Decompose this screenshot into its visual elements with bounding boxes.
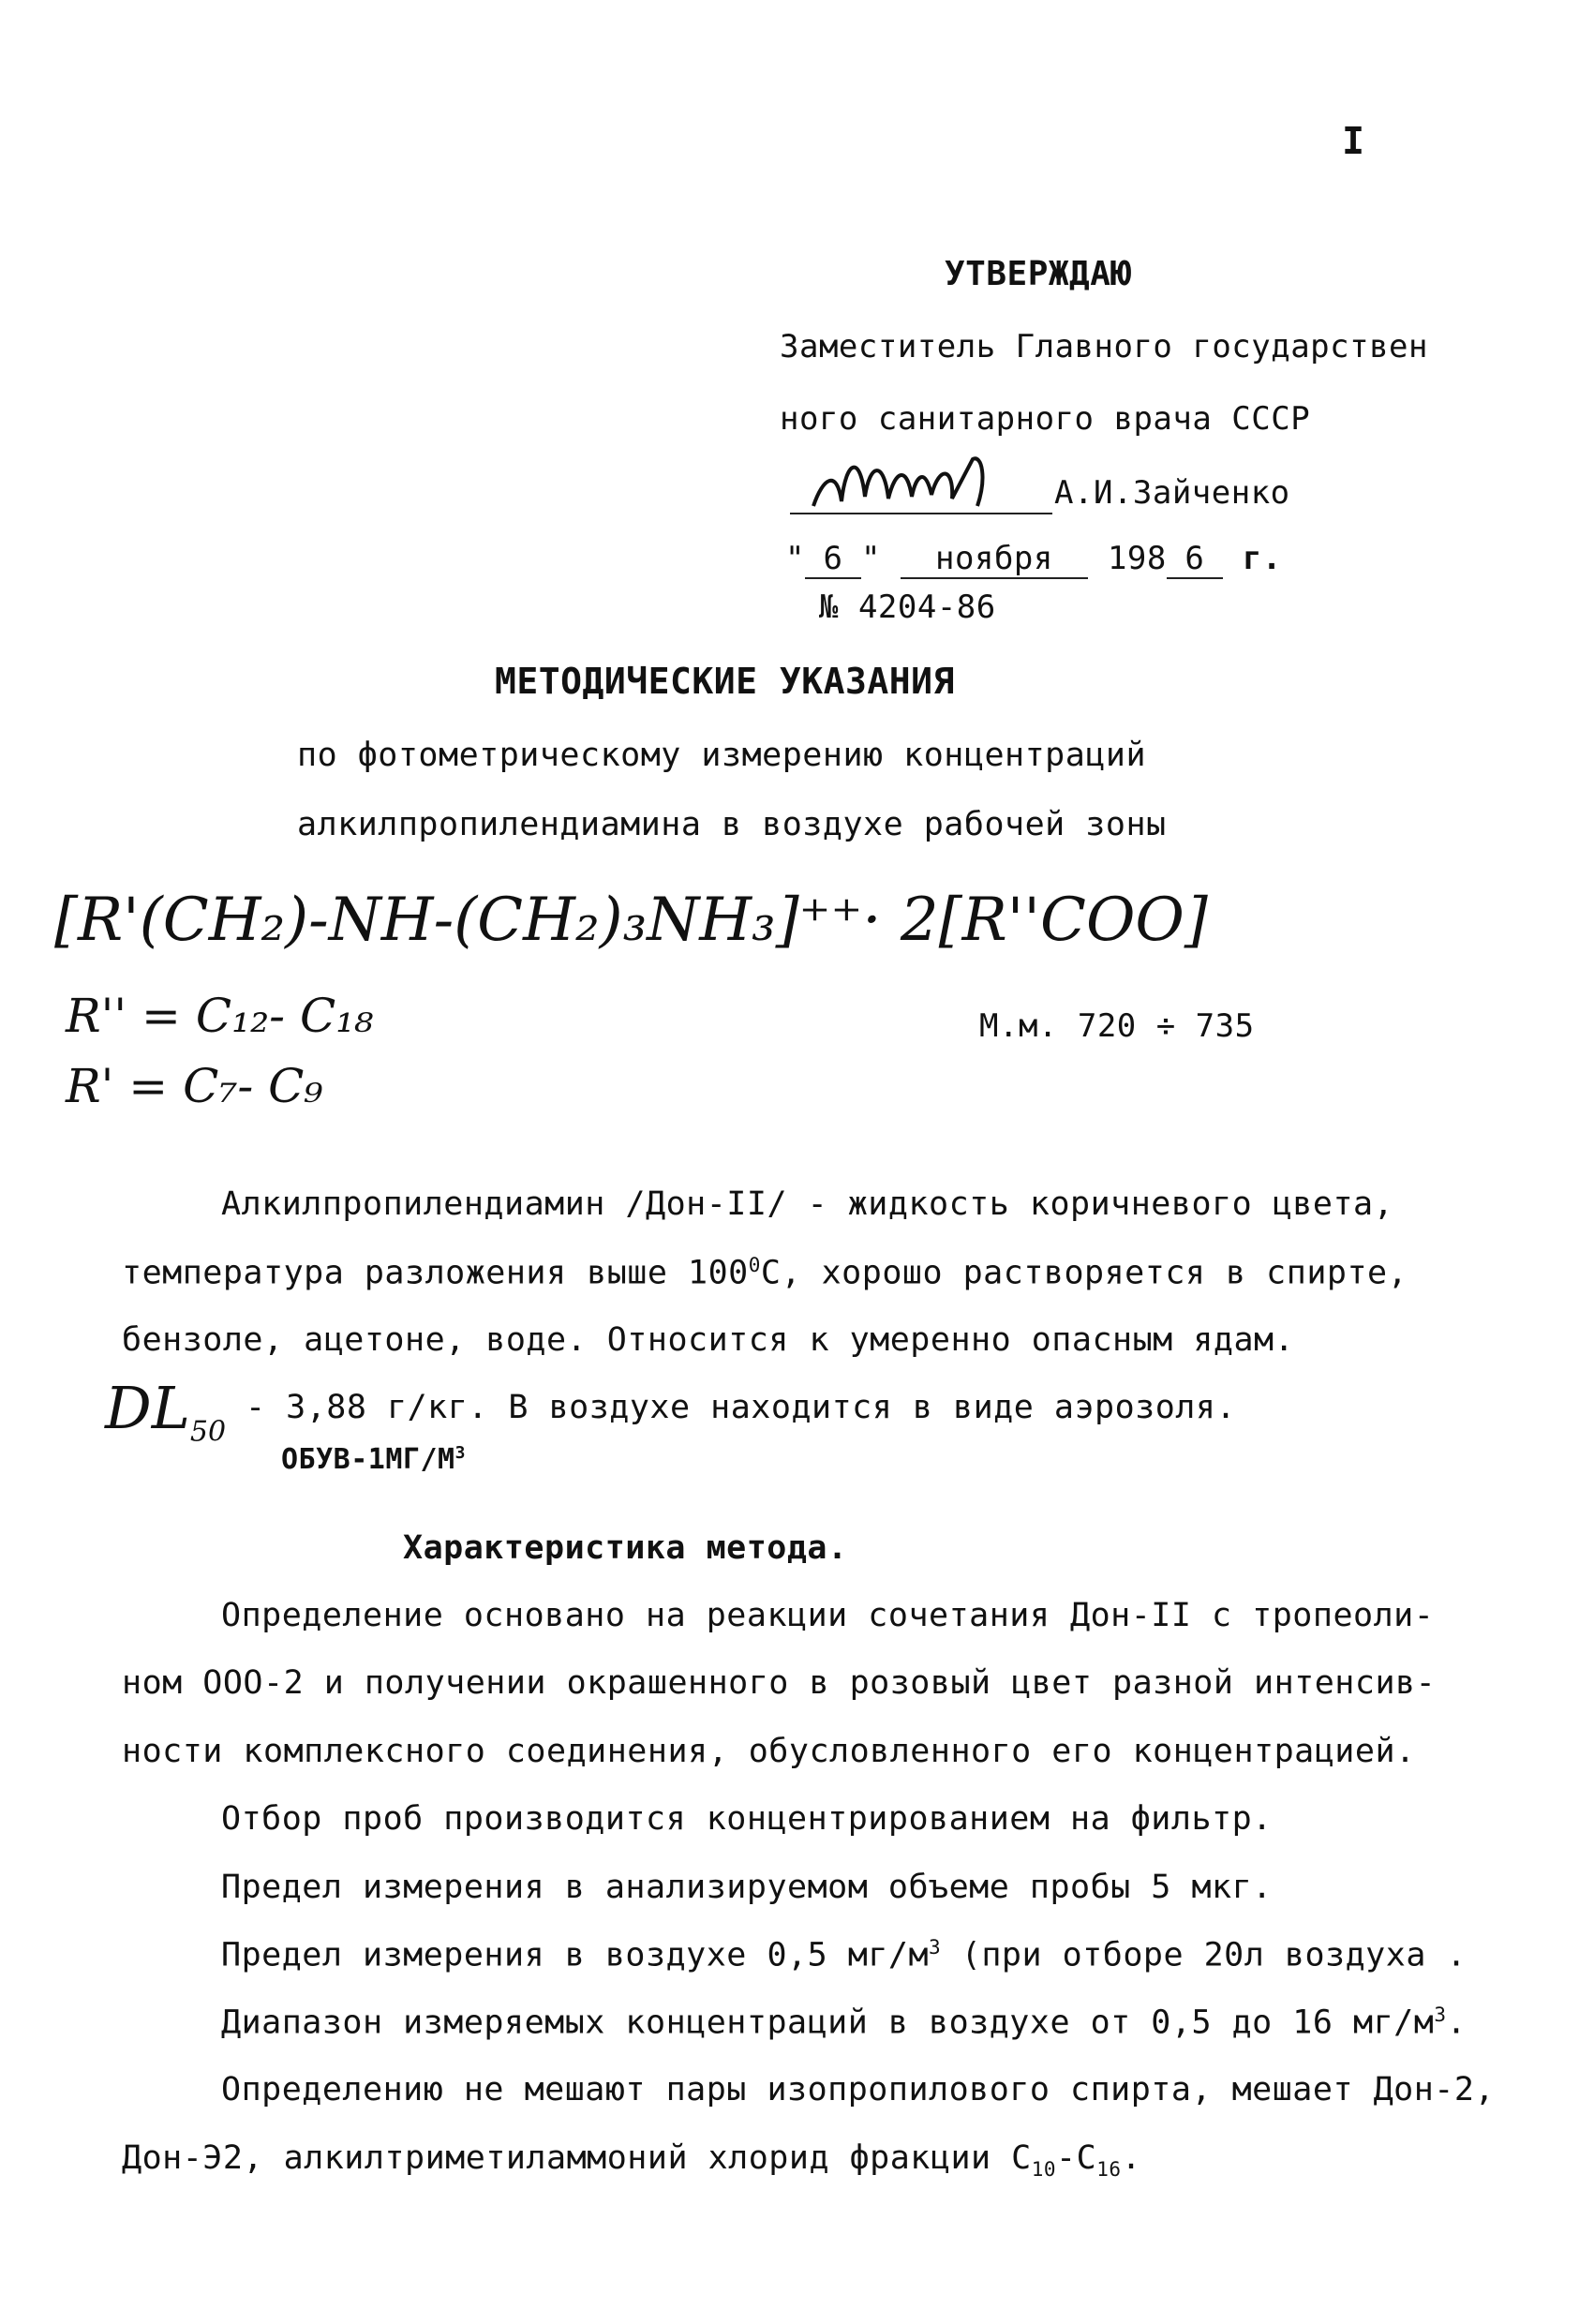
document-title: МЕТОДИЧЕСКИЕ УКАЗАНИЯ <box>495 661 955 702</box>
date-year-unit: г. <box>1242 540 1282 577</box>
intro-line2-b: С, хорошо растворяется в спирте, <box>760 1254 1408 1292</box>
method-p6-line2-a: Дон-Э2, алкилтриметиламмоний хлорид фракции С <box>122 2139 1032 2177</box>
structural-formula: [R'(CH₂)-NH-(CH₂)₃NH₃]⁺⁺· 2[R''COO] <box>54 886 1208 955</box>
intro-line4: - 3,88 г/кг. В воздухе находится в виде аэрозоля. <box>246 1389 1237 1426</box>
method-p1-line2: ном ООО-2 и получении окрашенного в розовый цвет разной интенсив- <box>122 1664 1437 1702</box>
method-heading: Характеристика метода. <box>403 1529 848 1567</box>
approval-signatory: А.И.Зайченко <box>1054 474 1290 512</box>
date-month: ноября <box>901 540 1088 579</box>
molar-mass: М.м. 720 ÷ 735 <box>979 1007 1255 1045</box>
method-p5-sup: 3 <box>1434 2004 1447 2026</box>
approval-heading: УТВЕРЖДАЮ <box>945 255 1132 293</box>
page-number: I <box>1342 120 1365 163</box>
method-p6-end: . <box>1121 2139 1142 2177</box>
method-p4-sup: 3 <box>929 1936 942 1959</box>
method-p4-a: Предел измерения в воздухе 0,5 мг/м <box>221 1936 930 1974</box>
formula-r2: R'' = C₁₂- C₁₈ <box>66 989 374 1043</box>
method-p2: Отбор проб производится концентрированием на фильтр. <box>221 1800 1273 1838</box>
obuv <box>281 1443 466 1476</box>
ld-symbol-text: DL <box>105 1374 190 1442</box>
method-p1-line3: ности комплексного соединения, обусловленного его концентрацией. <box>122 1733 1416 1770</box>
document-subtitle-line2: алкилпропилендиамина в воздухе рабочей зоны <box>297 806 1167 843</box>
doc-number: № 4204-86 <box>819 588 996 626</box>
ld-symbol-sub: 50 <box>189 1415 227 1449</box>
method-p6-line1: Определению не мешают пары изопропилового спирта, мешает Дон-2, <box>221 2071 1496 2108</box>
ld-symbol <box>105 1374 226 1448</box>
approval-title-line2: ного санитарного врача СССР <box>780 400 1311 438</box>
approval-date <box>785 540 1282 579</box>
date-quote-open: " <box>785 540 805 577</box>
method-p4-b: (при отборе 20л воздуха . <box>941 1936 1467 1974</box>
formula-r1: R' = C₇- C₉ <box>66 1059 323 1113</box>
method-p1-line1: Определение основано на реакции сочетания Дон-II с тропеоли- <box>221 1597 1435 1634</box>
document-subtitle-line1: по фотометрическому измерению концентраций <box>297 737 1147 774</box>
date-quote-close: " <box>860 540 881 577</box>
method-p6-line2 <box>122 2139 1141 2181</box>
method-p3: Предел измерения в анализируемом объеме пробы 5 мкг. <box>221 1869 1273 1906</box>
method-p4 <box>221 1936 1467 1974</box>
signature <box>785 440 1057 525</box>
method-p5 <box>221 2004 1467 2042</box>
method-p6-sub1: 10 <box>1031 2158 1057 2181</box>
intro-degree: 0 <box>748 1254 761 1276</box>
obuv-text: ОБУВ-1МГ/М <box>281 1443 455 1476</box>
date-year-prefix: 198 <box>1107 540 1167 577</box>
method-p5-a: Диапазон измеряемых концентраций в воздухе от 0,5 до 16 мг/м <box>221 2004 1435 2042</box>
method-p5-b: . <box>1446 2004 1467 2042</box>
intro-line1: Алкилпропилендиамин /Дон-II/ - жидкость коричневого цвета, <box>221 1185 1394 1223</box>
obuv-sup: 3 <box>454 1443 466 1463</box>
date-year-suffix: 6 <box>1167 540 1223 579</box>
method-p6-dash: -С <box>1056 2139 1097 2177</box>
intro-line2-a: температура разложения выше 100 <box>122 1254 749 1292</box>
approval-title-line1: Заместитель Главного государствен <box>780 328 1429 365</box>
intro-line3: бензоле, ацетоне, воде. Относится к умеренно опасным ядам. <box>122 1321 1295 1359</box>
intro-line2 <box>122 1254 1408 1292</box>
date-day: 6 <box>805 540 861 579</box>
method-p6-sub2: 16 <box>1096 2158 1122 2181</box>
